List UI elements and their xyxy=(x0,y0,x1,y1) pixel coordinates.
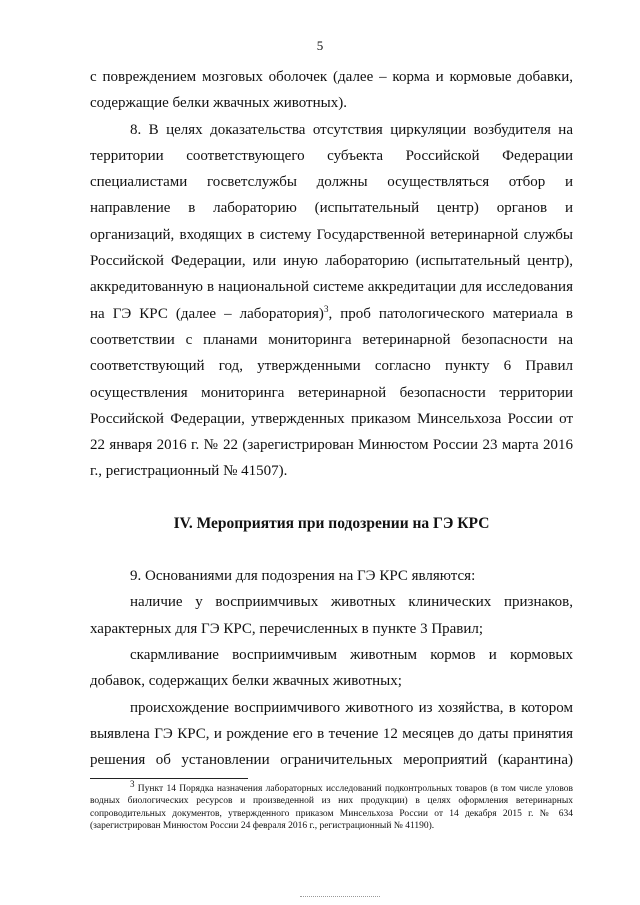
paragraph-continuation: с повреждением мозговых оболочек (далее – корма и кормовые добавки, содержащие белки жвачных животных). xyxy=(90,69,573,112)
footnote-marker: 3 xyxy=(130,778,135,789)
page-number: 5 xyxy=(316,38,324,53)
footnote-reference: 3 xyxy=(323,303,329,314)
list-item-origin: происхождение восприимчивого животного из хозяйства, в котором выявлена ГЭ КРС, и рождение его в течение 12 месяцев до даты принятия решения об установлении ограничительных мероприятий (карантина) xyxy=(90,699,573,769)
paragraph-9: 9. Основаниями для подозрения на ГЭ КРС являются: xyxy=(130,568,476,585)
section-heading: IV. Мероприятия при подозрении на ГЭ КРС xyxy=(173,514,490,532)
list-item-feed: скармливание восприимчивым животным кормов и кормовых добавок, содержащих белки жвачных животных; xyxy=(90,646,573,690)
footnote-text: Пункт 14 Порядка назначения лабораторных исследований подконтрольных товаров (в том числе уловов водных биологических ресурсов и произведенной из них продукции) в целях оформления ветеринарных сопроводительных документов, утвержденного приказом Минсельхоза России от 14 декабря 2015 г. № 634 (зарегистрирован Минюстом России 24 февраля 2016 г., регистрационный № 41190). xyxy=(90,784,573,832)
scan-artifact-line xyxy=(300,896,380,897)
footnote-divider xyxy=(90,778,248,779)
paragraph-8-text-end: , проб патологического материала в соответствии с планами мониторинга ветеринарной безопасности на соответствующий год, утвержденными согласно пункту 6 Правил осуществления мониторинга ветеринарной безопасности территории Российской Федерации, утвержденных приказом Минсельхоза России от 22 января 2016 г. № 22 (зарегистрирован Минюстом России 23 марта 2016 г., регистрационный № 41507). xyxy=(90,305,573,480)
paragraph-8-text-start: 8. В целях доказательства отсутствия циркуляции возбудителя на территории соответствующего субъекта Российской Федерации специалистами госветслужбы должны осуществляться отбор и направление в лабораторию (испытательный центр) органов и организаций, входящих в систему Государственной ветеринарной службы Российской Федерации, или иную лабораторию (испытательный центр), аккредитованную в национальной системе аккредитации для исследования на ГЭ КРС (далее – лаборатория) xyxy=(90,121,573,322)
document-body xyxy=(90,64,573,773)
footnote xyxy=(90,778,573,833)
paragraph-8 xyxy=(90,117,573,485)
list-item-clinical-signs: наличие у восприимчивых животных клинических признаков, характерных для ГЭ КРС, перечисленных в пункте 3 Правил; xyxy=(90,594,573,637)
